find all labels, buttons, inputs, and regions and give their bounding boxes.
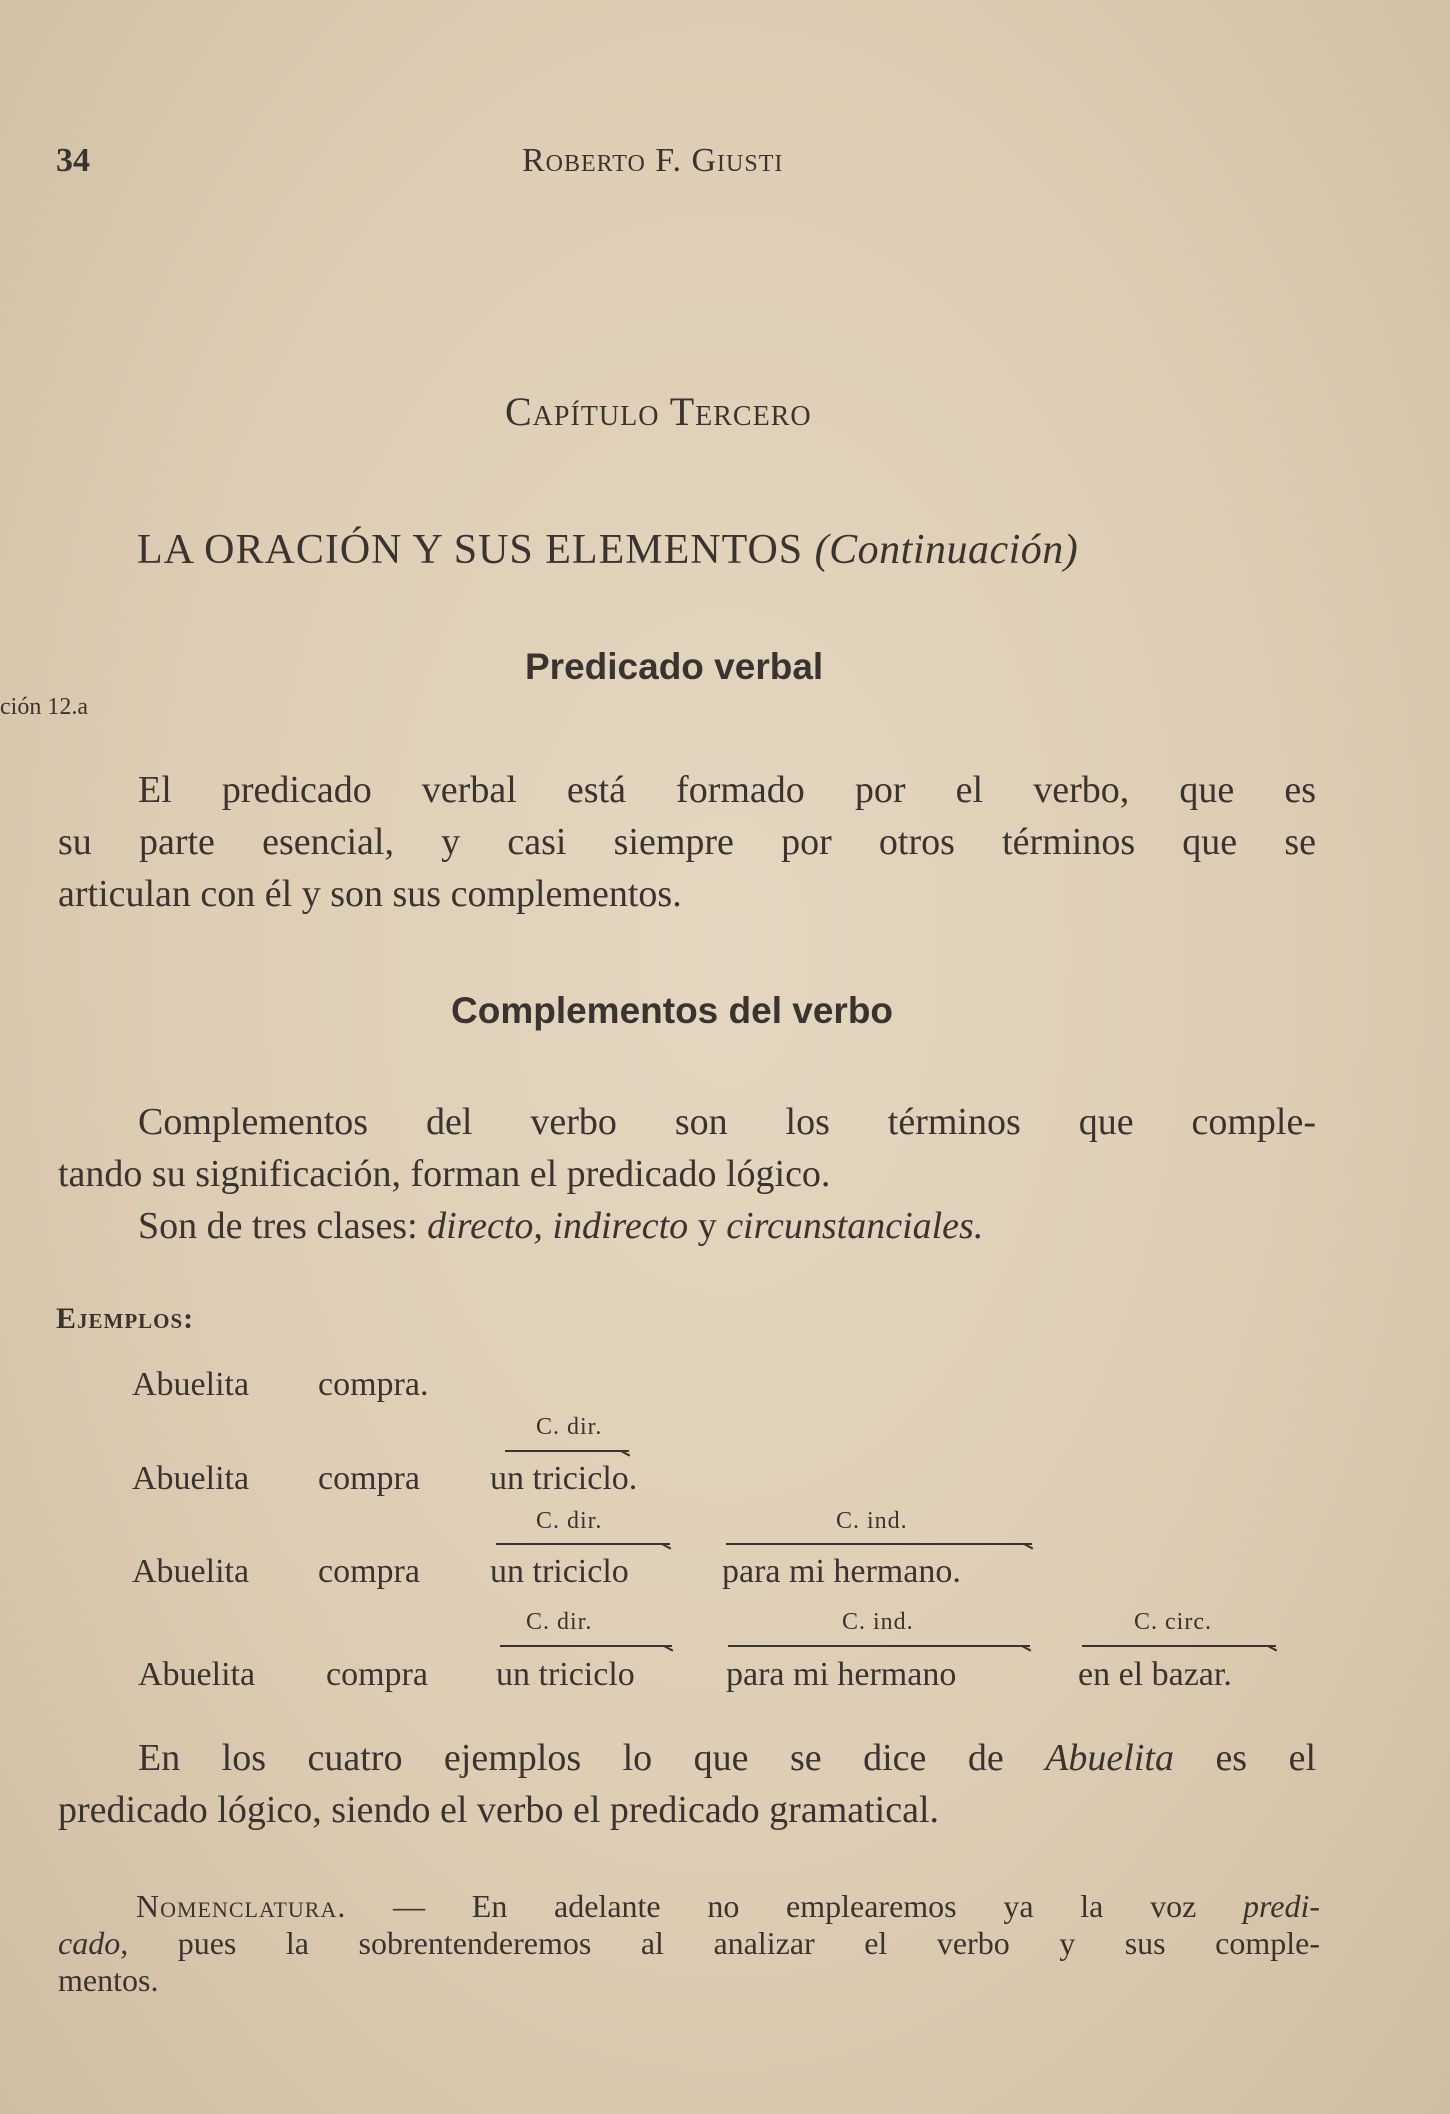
example-3-brace-ind xyxy=(726,1543,1032,1545)
chapter-title-main: LA ORACIÓN Y SUS ELEMENTOS xyxy=(137,527,804,573)
nomenclature-line: mentos. xyxy=(58,1962,159,1998)
example-4-brace-circ xyxy=(1082,1645,1276,1647)
example-3-subject: Abuelita xyxy=(132,1553,250,1590)
example-4-direct-object: un triciclo xyxy=(496,1656,635,1693)
example-4-tag-dir: C. dir. xyxy=(526,1609,593,1635)
example-2-tag-dir: C. dir. xyxy=(536,1414,603,1440)
running-header-author: Roberto F. Giusti xyxy=(522,142,784,179)
example-3-direct-object: un triciclo xyxy=(490,1553,629,1590)
paragraph-predicado xyxy=(58,764,1316,920)
conclusion-text-end: es el xyxy=(1173,1737,1316,1779)
paragraph-line: El predicado verbal está formado por el verbo, que es xyxy=(138,769,1316,811)
example-3-indirect-object: para mi hermano. xyxy=(722,1553,961,1590)
examples-label: Ejemplos: xyxy=(56,1302,195,1335)
nomenclature-italic: cado, xyxy=(58,1925,129,1961)
example-2-direct-object: un triciclo. xyxy=(490,1460,638,1497)
page-number: 34 xyxy=(56,142,90,179)
example-4-brace-ind xyxy=(728,1645,1030,1647)
chapter-heading: Capítulo Tercero xyxy=(505,389,812,434)
subheading-complementos: Complementos del verbo xyxy=(451,990,894,1031)
class-directo: directo, xyxy=(427,1205,543,1247)
example-4-verb: compra xyxy=(326,1656,428,1693)
example-4-circumstantial: en el bazar. xyxy=(1078,1656,1232,1693)
paragraph-complementos xyxy=(58,1096,1316,1252)
paragraph-line xyxy=(58,1732,1316,1784)
paragraph-conclusion xyxy=(58,1732,1316,1836)
class-circunstanciales: circunstanciales. xyxy=(726,1205,984,1247)
example-1-subject: Abuelita xyxy=(132,1366,250,1403)
paragraph-line: su parte esencial, y casi siempre por otros términos que se xyxy=(58,821,1316,863)
nomenclature-text: pues la sobrentenderemos al analizar el verbo y sus comple- xyxy=(128,1925,1320,1961)
example-2-verb: compra xyxy=(318,1460,420,1497)
nomenclature-note xyxy=(58,1888,1320,1999)
example-2-brace-dir xyxy=(505,1450,629,1452)
chapter-title-continuation: (Continuación) xyxy=(814,527,1079,573)
example-3-verb: compra xyxy=(318,1553,420,1590)
classes-and: y xyxy=(688,1205,727,1247)
paragraph-line: articulan con él y son sus complementos. xyxy=(58,873,682,915)
nomenclature-line xyxy=(58,1888,1320,1925)
margin-note: ción 12.a xyxy=(0,694,88,720)
example-4-brace-dir xyxy=(500,1645,672,1647)
chapter-title xyxy=(137,526,1078,574)
paragraph-line: predicado lógico, siendo el verbo el predicado gramatical. xyxy=(58,1789,940,1831)
example-2-subject: Abuelita xyxy=(132,1460,250,1497)
example-4-tag-ind: C. ind. xyxy=(842,1609,914,1635)
paragraph-line: Complementos del verbo son los términos que comple- xyxy=(138,1101,1316,1143)
example-4-subject: Abuelita xyxy=(138,1656,256,1693)
paragraph-line: tando su significación, forman el predicado lógico. xyxy=(58,1153,831,1195)
subheading-predicado-verbal: Predicado verbal xyxy=(525,646,824,687)
paragraph-line-classes xyxy=(58,1200,1316,1252)
conclusion-text: En los cuatro ejemplos lo que se dice de xyxy=(138,1737,1046,1779)
classes-intro: Son de tres clases: xyxy=(138,1205,428,1247)
example-3-tag-ind: C. ind. xyxy=(836,1508,908,1534)
conclusion-name: Abuelita xyxy=(1045,1737,1174,1779)
example-1-verb: compra. xyxy=(318,1366,429,1403)
example-4-tag-circ: C. circ. xyxy=(1134,1609,1212,1635)
nomenclature-label: Nomenclatura. xyxy=(136,1888,347,1924)
nomenclature-line xyxy=(58,1925,1320,1962)
example-3-tag-dir: C. dir. xyxy=(536,1508,603,1534)
nomenclature-text: — En adelante no emplearemos ya la voz xyxy=(346,1888,1243,1924)
nomenclature-italic: predi- xyxy=(1242,1888,1320,1924)
example-4-indirect-object: para mi hermano xyxy=(726,1656,957,1693)
class-indirecto: indirecto xyxy=(552,1205,689,1247)
example-3-brace-dir xyxy=(496,1543,670,1545)
